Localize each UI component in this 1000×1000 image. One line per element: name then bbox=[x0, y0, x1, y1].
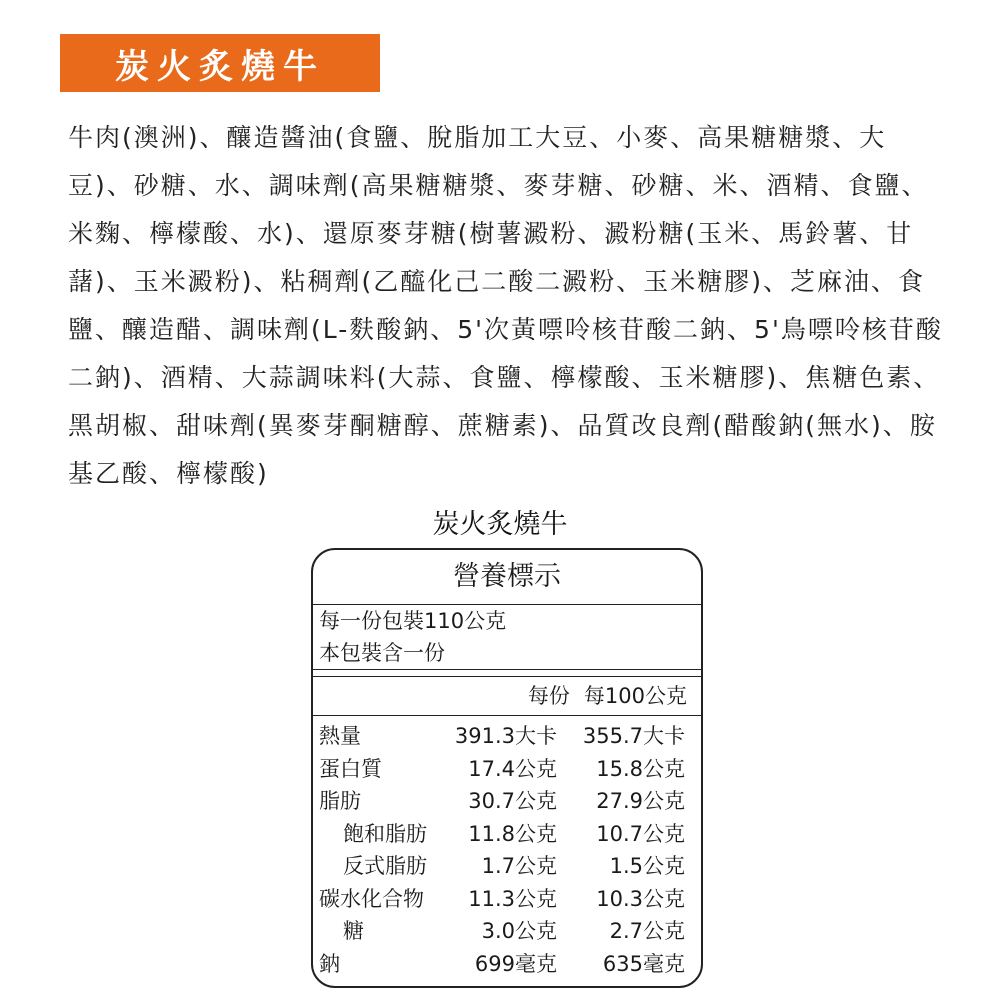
column-per-serving: 每份 bbox=[527, 684, 570, 708]
servings-per-pack: 本包裝含一份 bbox=[313, 637, 701, 670]
value-per-100g: 635毫克 bbox=[602, 951, 685, 976]
value-per-serving: 30.7公克 bbox=[468, 789, 557, 813]
nutrition-column-header bbox=[313, 677, 701, 716]
value-per-100g: 355.7大卡 bbox=[582, 724, 685, 748]
value-per-100g: 10.7公克 bbox=[596, 821, 685, 846]
nutrient-name: 鈉 bbox=[319, 951, 340, 976]
value-per-100g: 2.7公克 bbox=[609, 919, 685, 943]
nutrition-heading: 營養標示 bbox=[313, 550, 701, 605]
nutrient-name: 碳水化合物 bbox=[319, 886, 424, 911]
nutrition-facts-panel bbox=[311, 548, 703, 988]
nutrient-name: 飽和脂肪 bbox=[343, 821, 427, 846]
value-per-100g: 10.3公克 bbox=[596, 886, 685, 911]
nutrient-name: 反式脂肪 bbox=[343, 854, 427, 878]
nutrition-row bbox=[313, 883, 701, 916]
nutrient-name: 脂肪 bbox=[319, 789, 361, 813]
value-per-100g: 27.9公克 bbox=[596, 789, 685, 813]
value-per-serving: 11.8公克 bbox=[468, 821, 557, 846]
value-per-serving: 11.3公克 bbox=[468, 886, 557, 911]
value-per-serving: 391.3大卡 bbox=[454, 724, 557, 748]
value-per-serving: 17.4公克 bbox=[468, 756, 557, 781]
product-title-banner bbox=[60, 34, 380, 92]
serving-size: 每一份包裝110公克 bbox=[319, 609, 507, 633]
ingredients-list: 牛肉(澳洲)、釀造醬油(食鹽、脫脂加工大豆、小麥、高果糖糖漿、大豆)、砂糖、水、調味劑(高果糖糖漿、麥芽糖、砂糖、米、酒精、食鹽、米麴、檸檬酸、水)、還原麥芽糖(樹薯澱粉、澱粉糖(玉米、馬鈴薯、甘藷)、玉米澱粉)、粘稠劑(乙醯化己二酸二澱粉、玉米糖膠)、芝麻油、食鹽、釀造醋、調味劑(L-麩酸鈉、5'次黃嘌呤核苷酸二鈉、5'鳥嘌呤核苷酸二鈉)、酒精、大蒜調味料(大蒜、食鹽、檸檬酸、玉米糖膠)、焦糖色素、黑胡椒、甜味劑(異麥芽酮糖醇、蔗糖素)、品質改良劑(醋酸鈉(無水)、胺基乙酸、檸檬酸) bbox=[68, 123, 943, 488]
nutrition-row bbox=[313, 915, 701, 948]
nutrient-name: 蛋白質 bbox=[319, 756, 382, 781]
value-per-serving: 1.7公克 bbox=[481, 854, 557, 878]
value-per-100g: 1.5公克 bbox=[609, 854, 685, 878]
column-per-100g: 每100公克 bbox=[583, 684, 687, 708]
value-per-100g: 15.8公克 bbox=[596, 756, 685, 781]
banner-title: 炭火炙燒牛 bbox=[115, 46, 325, 87]
nutrition-product-name: 炭火炙燒牛 bbox=[432, 509, 568, 540]
nutrition-row bbox=[313, 753, 701, 786]
value-per-serving: 699毫克 bbox=[474, 951, 557, 976]
value-per-serving: 3.0公克 bbox=[481, 919, 557, 943]
nutrition-row bbox=[313, 785, 701, 818]
nutrient-name: 糖 bbox=[343, 919, 364, 943]
nutrition-row bbox=[313, 818, 701, 851]
nutrition-row bbox=[313, 720, 701, 753]
nutrition-rows bbox=[313, 716, 701, 980]
nutrient-name: 熱量 bbox=[319, 724, 361, 748]
nutrition-row bbox=[313, 948, 701, 981]
divider bbox=[313, 670, 701, 677]
nutrition-row bbox=[313, 850, 701, 883]
